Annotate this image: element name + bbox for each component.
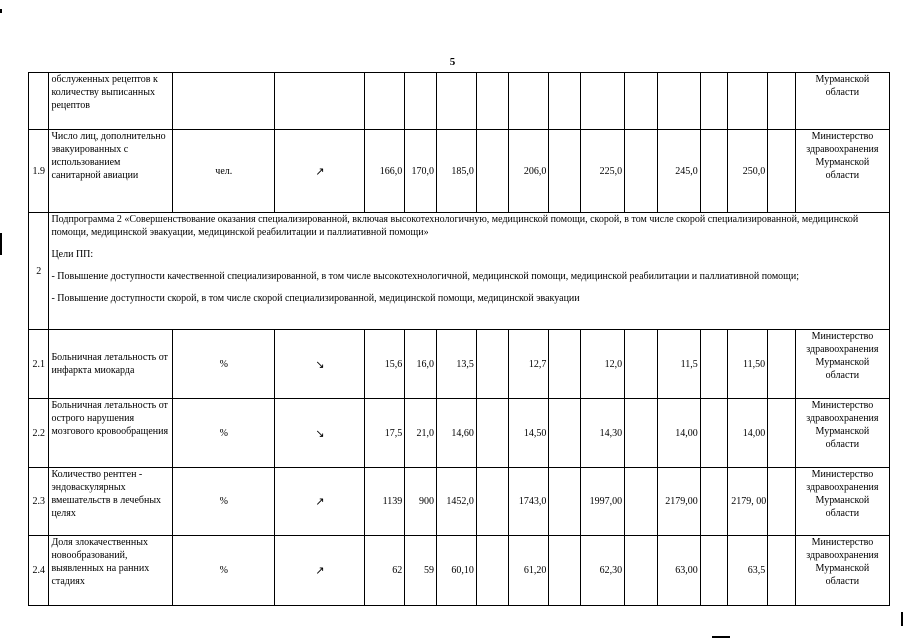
indicator-name: обслуженных рецептов к количеству выписанных рецептов <box>49 73 173 130</box>
table-row <box>29 536 890 606</box>
row-number: 2.1 <box>29 330 49 399</box>
row-number <box>29 73 49 130</box>
value-cell: 63,5 <box>728 536 768 606</box>
value-cell: 225,0 <box>581 130 625 213</box>
value-cell: 59 <box>405 536 437 606</box>
responsible-org: Министерство здравоохранения Мурманской области <box>795 330 889 399</box>
unit: % <box>173 330 275 399</box>
indicator-name: Количество рентген - эндоваскулярных вмешательств в лечебных целях <box>49 468 173 536</box>
unit: % <box>173 536 275 606</box>
trend-arrow-icon: ↗ <box>275 536 365 606</box>
indicators-table <box>28 72 890 606</box>
trend-arrow-icon: ↗ <box>275 130 365 213</box>
unit: % <box>173 399 275 468</box>
table-row <box>29 468 890 536</box>
value-cell: 61,20 <box>508 536 549 606</box>
value-cell: 11,5 <box>657 330 700 399</box>
indicator-name: Больничная летальность от острого нарушения мозгового кровообращения <box>49 399 173 468</box>
value-cell: 170,0 <box>405 130 437 213</box>
value-cell: 21,0 <box>405 399 437 468</box>
responsible-org: Министерство здравоохранения Мурманской области <box>795 536 889 606</box>
table-row <box>29 399 890 468</box>
value-cell: 245,0 <box>657 130 700 213</box>
value-cell: 63,00 <box>657 536 700 606</box>
subprogram-row <box>29 213 890 330</box>
value-cell: 900 <box>405 468 437 536</box>
goal-item: - Повышение доступности скорой, в том числе скорой специализированной, медицинской помощи, медицинской эвакуации <box>51 293 580 304</box>
value-cell: 62,30 <box>581 536 625 606</box>
value-cell: 14,30 <box>581 399 625 468</box>
value-cell: 11,50 <box>728 330 768 399</box>
indicator-name: Число лиц, дополнительно эвакуированных с использованием санитарной авиации <box>49 130 173 213</box>
table-row <box>29 330 890 399</box>
unit: чел. <box>173 130 275 213</box>
value-cell: 206,0 <box>508 130 549 213</box>
row-number: 2.2 <box>29 399 49 468</box>
indicator-name: Больничная летальность от инфаркта миокарда <box>49 330 173 399</box>
value-cell: 14,00 <box>728 399 768 468</box>
value-cell: 14,60 <box>436 399 476 468</box>
value-cell: 60,10 <box>436 536 476 606</box>
value-cell: 185,0 <box>436 130 476 213</box>
page-number: 5 <box>449 56 456 68</box>
responsible-org: Министерство здравоохранения Мурманской области <box>795 468 889 536</box>
goal-item: - Повышение доступности качественной специализированной, в том числе высокотехнологичной, медицинской помощи, медицинской реабилитации и паллиативной помощи; <box>51 271 800 282</box>
subprogram-title: Подпрограмма 2 «Совершенствование оказания специализированной, включая высокотехнологичную, медицинской помощи, скорой, в том числе скорой специализированной, медицинской помощи, медицинской эвакуации, медицинской реабилитации и паллиативной помощи» <box>51 214 859 238</box>
value-cell: 1743,0 <box>508 468 549 536</box>
row-number: 1.9 <box>29 130 49 213</box>
subprogram-description <box>49 213 890 330</box>
table-row <box>29 130 890 213</box>
scan-mark <box>0 233 2 255</box>
trend-arrow-icon: ↘ <box>275 330 365 399</box>
value-cell: 14,00 <box>657 399 700 468</box>
row-number: 2 <box>29 213 49 330</box>
value-cell: 15,6 <box>365 330 405 399</box>
value-cell: 14,50 <box>508 399 549 468</box>
row-number: 2.4 <box>29 536 49 606</box>
scan-mark <box>901 612 903 626</box>
value-cell: 62 <box>365 536 405 606</box>
responsible-org: Мурманской области <box>795 73 889 130</box>
value-cell: 1452,0 <box>436 468 476 536</box>
scan-mark <box>712 636 730 638</box>
responsible-org: Министерство здравоохранения Мурманской области <box>795 130 889 213</box>
trend-arrow-icon: ↘ <box>275 399 365 468</box>
indicator-name: Доля злокачественных новообразований, выявленных на ранних стадиях <box>49 536 173 606</box>
value-cell: 17,5 <box>365 399 405 468</box>
value-cell: 12,0 <box>581 330 625 399</box>
goals-label: Цели ПП: <box>51 249 94 260</box>
row-number: 2.3 <box>29 468 49 536</box>
scan-mark <box>0 9 2 13</box>
value-cell: 250,0 <box>728 130 768 213</box>
value-cell: 13,5 <box>436 330 476 399</box>
table-row <box>29 73 890 130</box>
value-cell: 2179, 00 <box>728 468 768 536</box>
value-cell: 12,7 <box>508 330 549 399</box>
value-cell: 1139 <box>365 468 405 536</box>
value-cell: 166,0 <box>365 130 405 213</box>
value-cell: 1997,00 <box>581 468 625 536</box>
value-cell: 2179,00 <box>657 468 700 536</box>
responsible-org: Министерство здравоохранения Мурманской области <box>795 399 889 468</box>
trend-arrow-icon: ↗ <box>275 468 365 536</box>
value-cell: 16,0 <box>405 330 437 399</box>
unit: % <box>173 468 275 536</box>
